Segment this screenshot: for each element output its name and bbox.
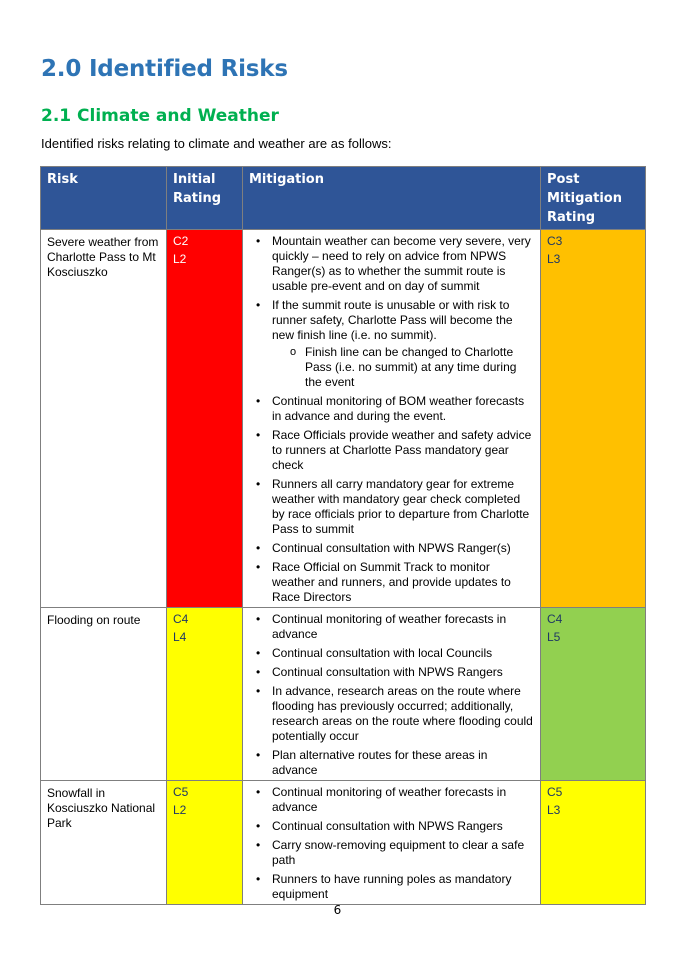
header-mitigation: Mitigation [243,167,541,230]
mitigation-item: • Continual monitoring of BOM weather forecasts in advance and during the event. [272,394,534,424]
section-heading: 2.1 Climate and Weather [41,106,279,126]
table-row [41,608,646,781]
mitigation-sub-item: o Finish line can be changed to Charlotte Pass (i.e. no summit) at any time during the event [305,345,534,390]
header-risk: Risk [41,167,167,230]
mitigation-item: • Continual consultation with local Councils [272,646,534,661]
initial-rating-cell [167,230,243,608]
post-rating-cell [541,781,646,905]
consequence-rating: C5 [547,785,563,799]
mitigation-item: • Runners to have running poles as mandatory equipment [272,872,534,902]
table-row [41,230,646,608]
consequence-rating: C4 [173,612,189,626]
header-post-mitigation-rating: Post Mitigation Rating [541,167,646,230]
mitigation-item: • Mountain weather can become very severe, very quickly – need to rely on advice from NPWS Ranger(s) as to whether the summit route is usable pre-event and on day of summit [272,234,534,294]
header-initial-rating: Initial Rating [167,167,243,230]
mitigation-item-text: If the summit route is unusable or with risk to runner safety, Charlotte Pass will become the new finish line (i.e. no summit). [272,298,513,342]
mitigation-item: • Continual monitoring of weather forecasts in advance [272,785,534,815]
post-rating-cell [541,608,646,781]
likelihood-rating: L3 [547,803,561,817]
mitigation-item: • In advance, research areas on the route where flooding has previously occurred; additionally, research areas on the route where flooding could potentially occur [272,684,534,744]
post-rating-cell [541,230,646,608]
initial-rating-cell [167,781,243,905]
mitigation-item: • Carry snow-removing equipment to clear a safe path [272,838,534,868]
mitigation-item: • Continual consultation with NPWS Rangers [272,819,534,834]
mitigation-cell [243,230,541,608]
risk-table [40,166,646,905]
risk-cell: Severe weather from Charlotte Pass to Mt Kosciuszko [41,230,167,608]
mitigation-item: • Race Official on Summit Track to monitor weather and runners, and provide updates to Race Directors [272,560,534,605]
likelihood-rating: L3 [547,252,561,266]
mitigation-item: • Runners all carry mandatory gear for extreme weather with mandatory gear check completed by race officials prior to departure from Charlotte Pass to summit [272,477,534,537]
page-number: 6 [333,903,342,917]
consequence-rating: C2 [173,234,189,248]
mitigation-cell [243,781,541,905]
mitigation-item [272,298,534,390]
risk-cell: Flooding on route [41,608,167,781]
consequence-rating: C4 [547,612,563,626]
likelihood-rating: L2 [173,252,187,266]
mitigation-item: • Continual monitoring of weather forecasts in advance [272,612,534,642]
intro-text: Identified risks relating to climate and weather are as follows: [41,136,392,151]
risk-cell: Snowfall in Kosciuszko National Park [41,781,167,905]
consequence-rating: C5 [173,785,189,799]
likelihood-rating: L4 [173,630,187,644]
table-row [41,781,646,905]
mitigation-cell [243,608,541,781]
initial-rating-cell [167,608,243,781]
page-heading: 2.0 Identified Risks [41,56,288,82]
consequence-rating: C3 [547,234,563,248]
likelihood-rating: L2 [173,803,187,817]
likelihood-rating: L5 [547,630,561,644]
mitigation-item: • Plan alternative routes for these areas in advance [272,748,534,778]
mitigation-item: • Continual consultation with NPWS Ranger(s) [272,541,534,556]
table-header-row [41,167,646,230]
mitigation-item: • Race Officials provide weather and safety advice to runners at Charlotte Pass mandatory gear check [272,428,534,473]
mitigation-item: • Continual consultation with NPWS Rangers [272,665,534,680]
